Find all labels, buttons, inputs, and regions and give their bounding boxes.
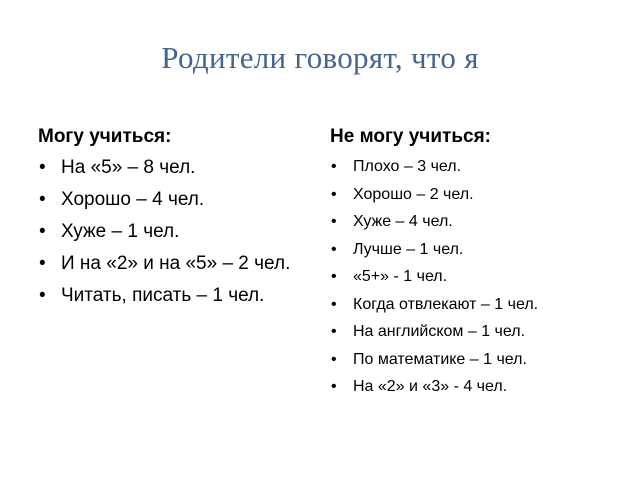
bullet-icon: • xyxy=(331,350,337,368)
left-column-heading: Могу учиться: xyxy=(38,126,172,147)
bullet-icon: • xyxy=(331,268,337,285)
bullet-icon: • xyxy=(39,157,46,178)
slide-title: Родители говорят, что я xyxy=(161,40,479,75)
list-item xyxy=(330,321,620,342)
list-item-text: На «5» – 8 чел. xyxy=(61,157,196,178)
list-item xyxy=(330,211,620,232)
bullet-icon: • xyxy=(331,213,337,230)
bullet-icon: • xyxy=(331,240,337,258)
list-item xyxy=(38,220,310,244)
bullet-icon: • xyxy=(331,295,337,313)
list-item xyxy=(38,252,310,276)
right-bullet-list xyxy=(330,156,620,397)
list-item-text: Хорошо – 4 чел. xyxy=(61,189,205,210)
list-item-text: И на «2» и на «5» – 2 чел. xyxy=(61,253,291,274)
bullet-icon: • xyxy=(331,378,337,395)
list-item xyxy=(330,376,620,397)
list-item xyxy=(330,266,620,287)
bullet-icon: • xyxy=(331,323,337,340)
list-item-text: Хуже – 1 чел. xyxy=(61,221,180,242)
list-item xyxy=(330,184,620,205)
bullet-icon: • xyxy=(331,158,337,175)
bullet-icon: • xyxy=(331,185,337,203)
right-column xyxy=(330,124,620,404)
bullet-icon: • xyxy=(39,221,46,242)
list-item-text: На «2» и «3» - 4 чел. xyxy=(353,378,508,395)
list-item-text: Лучше – 1 чел. xyxy=(353,240,464,258)
list-item-text: Читать, писать – 1 чел. xyxy=(61,285,265,306)
list-item-text: Хуже – 4 чел. xyxy=(353,213,453,230)
bullet-icon: • xyxy=(39,253,46,274)
list-item xyxy=(330,349,620,370)
list-item xyxy=(38,156,310,180)
left-bullet-list xyxy=(38,156,310,308)
list-item-text: На английском – 1 чел. xyxy=(353,323,526,340)
right-column-heading: Не могу учиться: xyxy=(330,126,491,147)
list-item xyxy=(38,188,310,212)
list-item xyxy=(330,239,620,260)
list-item xyxy=(330,156,620,177)
list-item xyxy=(38,284,310,308)
list-item-text: «5+» - 1 чел. xyxy=(353,268,448,285)
list-item-text: По математике – 1 чел. xyxy=(353,350,527,368)
left-column xyxy=(38,124,310,316)
list-item xyxy=(330,294,620,315)
list-item-text: Когда отвлекают – 1 чел. xyxy=(353,295,539,313)
list-item-text: Хорошо – 2 чел. xyxy=(353,185,474,203)
bullet-icon: • xyxy=(39,285,46,306)
bullet-icon: • xyxy=(39,189,46,210)
list-item-text: Плохо – 3 чел. xyxy=(353,158,462,175)
